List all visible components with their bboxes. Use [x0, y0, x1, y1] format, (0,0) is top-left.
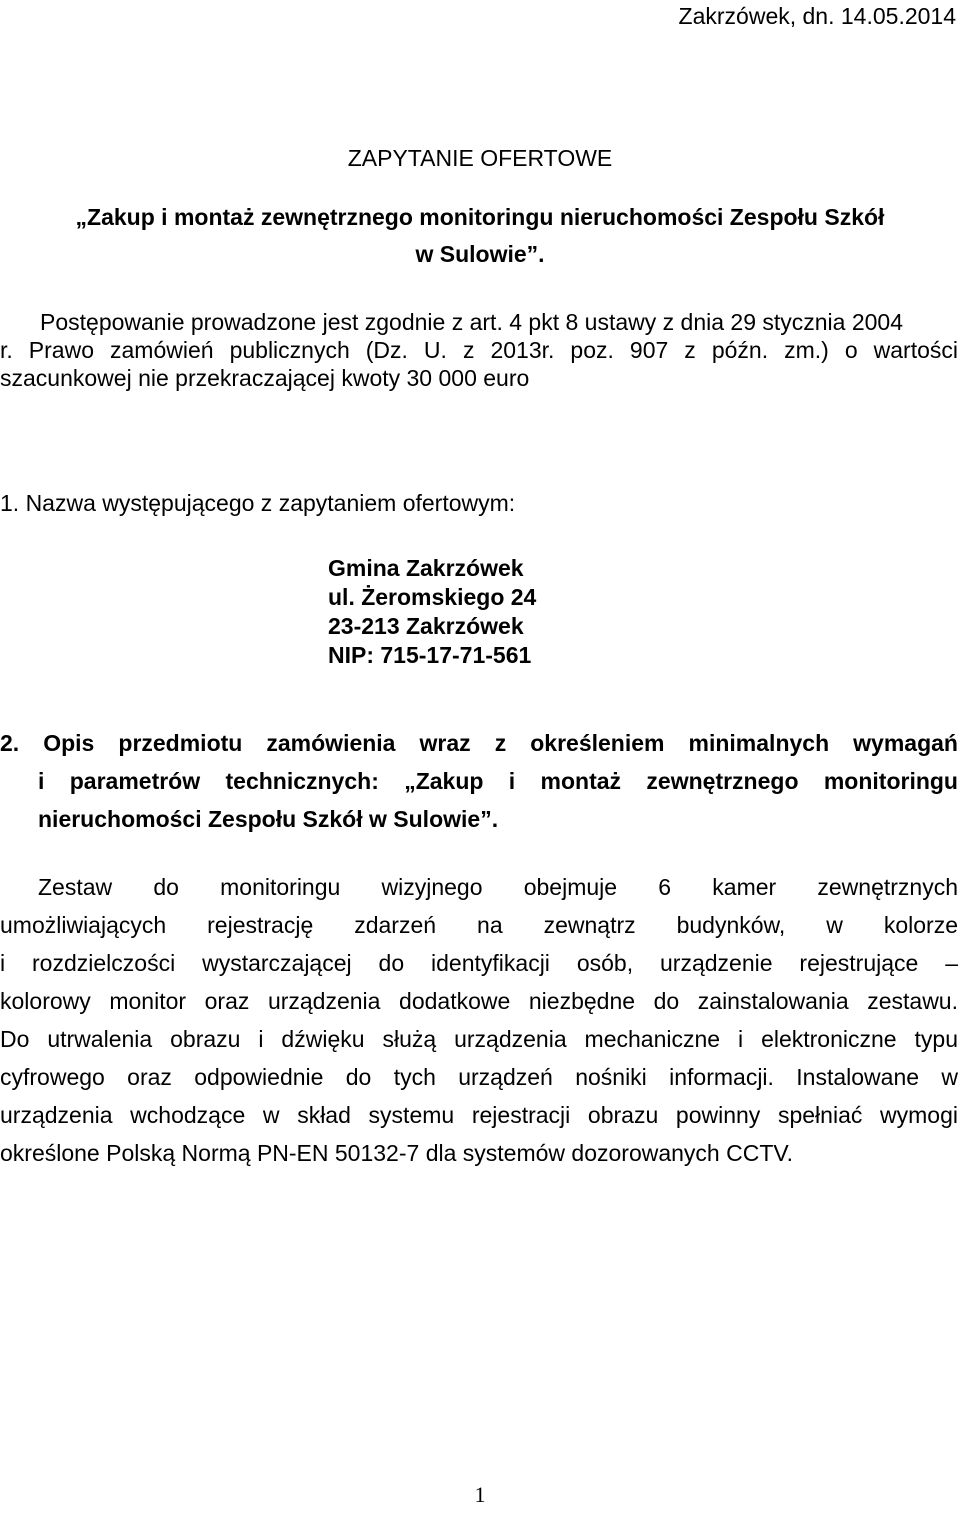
address-line-2: ul. Żeromskiego 24 [328, 584, 537, 610]
section-1-heading [0, 489, 515, 517]
description-line-2: umożliwiających rejestrację zdarzeń na zewnątrz budynków, w kolorze [0, 912, 958, 938]
address-line-1: Gmina Zakrzówek [328, 555, 524, 581]
description-line-1: Zestaw do monitoringu wizyjnego obejmuje 6 kamer zewnętrznych [38, 874, 958, 900]
subject-line-1: „Zakup i montaż zewnętrznego monitoringu nieruchomości Zespołu Szkół [75, 204, 885, 230]
description-line-5: Do utrwalenia obrazu i dźwięku służą urządzenia mechaniczne i elektroniczne typu [0, 1026, 958, 1052]
document-date: Zakrzówek, dn. 14.05.2014 [678, 3, 956, 29]
description-line-7: urządzenia wchodzące w skład systemu rejestracji obrazu powinny spełniać wymogi [0, 1102, 958, 1128]
description-line-8: określone Polską Normą PN-EN 50132-7 dla systemów dozorowanych CCTV. [0, 1140, 793, 1166]
subject-line-2: w Sulowie”. [415, 241, 545, 267]
description-line-4: kolorowy monitor oraz urządzenia dodatkowe niezbędne do zainstalowania zestawu. [0, 988, 958, 1014]
legal-basis-line-2-text: r. Prawo zamówień publicznych (Dz. U. z 2013r. poz. 907 z późn. zm.) o wartości [0, 337, 958, 363]
description-line-3: i rozdzielczości wystarczającej do identyfikacji osób, urządzenie rejestrujące – [0, 950, 958, 976]
address-line-3: 23-213 Zakrzówek [328, 613, 524, 639]
section-2-line-2: i parametrów technicznych: „Zakup i montaż zewnętrznego monitoringu [38, 768, 958, 794]
section-1-heading-text: 1. Nazwa występującego z zapytaniem ofertowym: [0, 490, 516, 516]
page-number: 1 [474, 1482, 486, 1507]
description-line-6: cyfrowego oraz odpowiednie do tych urządzeń nośniki informacji. Instalowane w [0, 1064, 958, 1090]
section-2-line-3: nieruchomości Zespołu Szkół w Sulowie”. [38, 806, 499, 832]
legal-basis-line-3: szacunkowej nie przekraczającej kwoty 30 000 euro [0, 365, 530, 391]
document-title: ZAPYTANIE OFERTOWE [347, 145, 613, 171]
legal-basis-line-2 [0, 336, 958, 364]
section-2-line-1: 2. Opis przedmiotu zamówienia wraz z określeniem minimalnych wymagań [0, 730, 958, 756]
legal-basis-line-1: Postępowanie prowadzone jest zgodnie z art. 4 pkt 8 ustawy z dnia 29 stycznia 2004 [40, 309, 904, 335]
address-line-4: NIP: 715-17-71-561 [328, 642, 532, 668]
